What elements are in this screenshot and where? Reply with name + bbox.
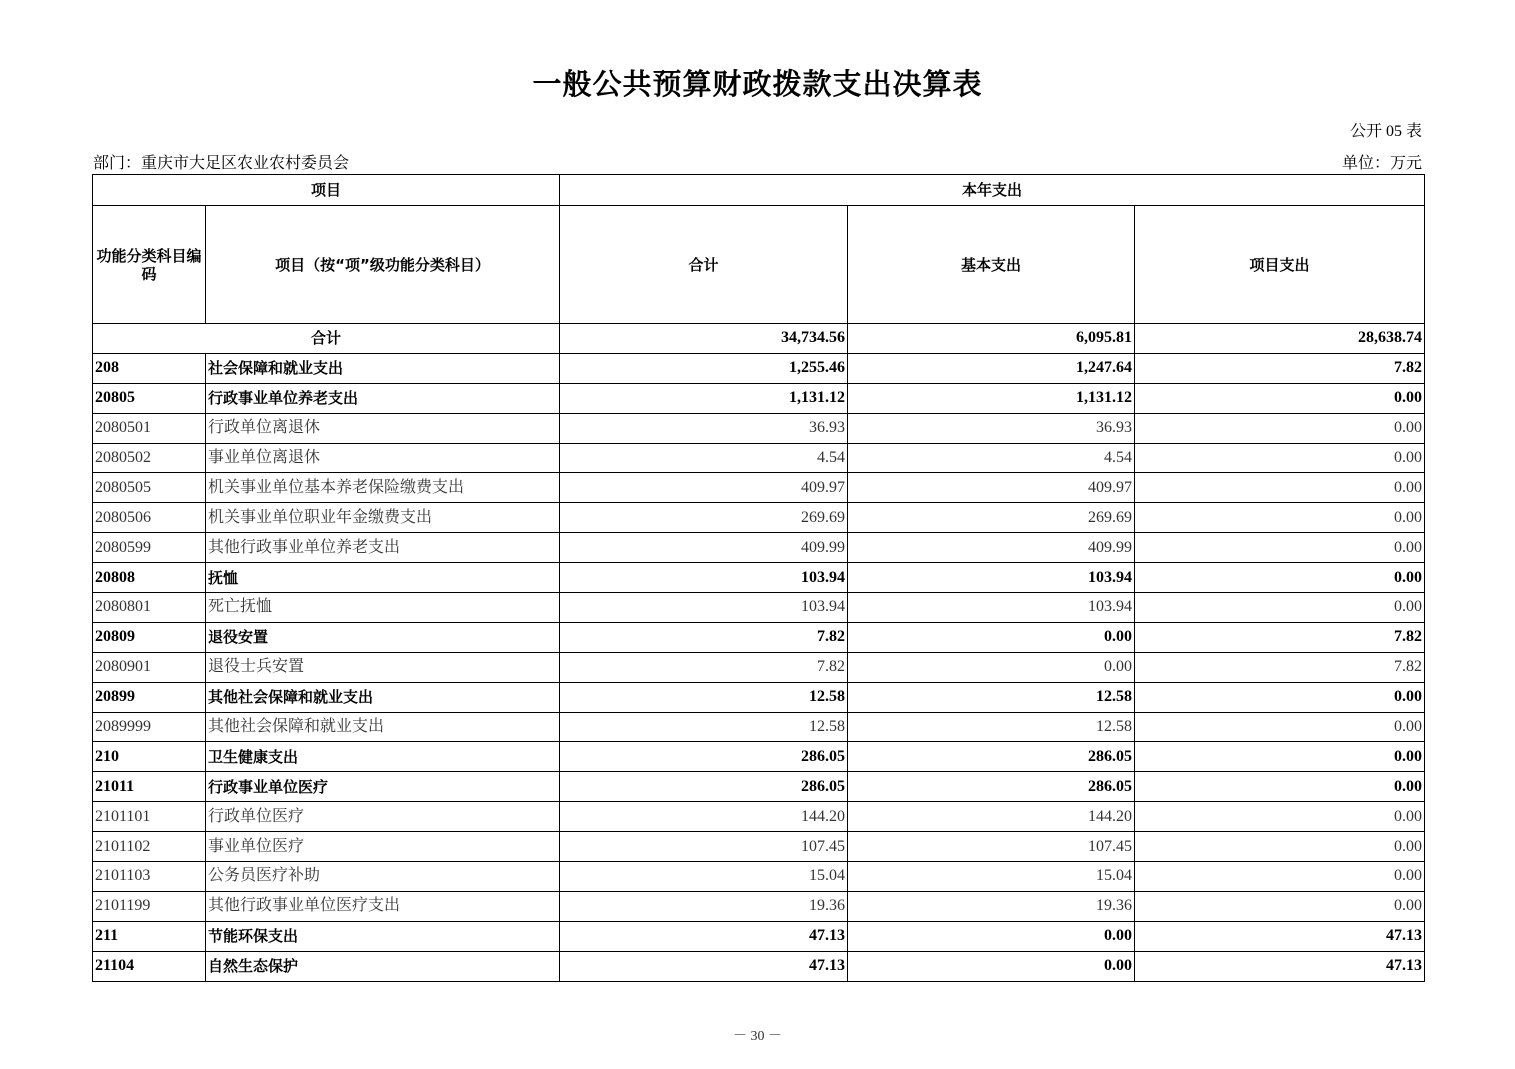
table-row [93, 921, 1425, 951]
table-row [93, 712, 1425, 742]
row-total: 409.97 [560, 473, 848, 503]
row-basic: 15.04 [848, 862, 1135, 892]
row-code: 2101199 [93, 891, 206, 921]
row-total: 269.69 [560, 503, 848, 533]
table-row [93, 862, 1425, 892]
header-item: 项目 [93, 175, 560, 206]
table-row [93, 443, 1425, 473]
row-project: 47.13 [1135, 921, 1425, 951]
row-code: 20899 [93, 682, 206, 712]
row-project: 0.00 [1135, 533, 1425, 563]
row-code: 21011 [93, 772, 206, 802]
row-code: 2101102 [93, 832, 206, 862]
row-name: 事业单位医疗 [206, 832, 560, 862]
row-project: 0.00 [1135, 473, 1425, 503]
row-total: 7.82 [560, 652, 848, 682]
row-total: 1,255.46 [560, 353, 848, 383]
table-row [93, 353, 1425, 383]
row-name: 其他行政事业单位医疗支出 [206, 891, 560, 921]
row-project: 0.00 [1135, 593, 1425, 623]
row-project: 0.00 [1135, 503, 1425, 533]
row-code: 2080502 [93, 443, 206, 473]
row-code: 2080505 [93, 473, 206, 503]
row-total: 107.45 [560, 832, 848, 862]
row-project: 0.00 [1135, 413, 1425, 443]
row-total: 12.58 [560, 682, 848, 712]
page-title: 一般公共预算财政拨款支出决算表 [532, 67, 983, 101]
row-project: 47.13 [1135, 951, 1425, 981]
header-current-year: 本年支出 [560, 175, 1425, 206]
row-basic: 144.20 [848, 802, 1135, 832]
table-row [93, 533, 1425, 563]
table-code-label: 公开 05 表 [1349, 123, 1422, 140]
row-basic: 409.97 [848, 473, 1135, 503]
row-project: 7.82 [1135, 652, 1425, 682]
row-total: 1,131.12 [560, 383, 848, 413]
row-basic: 286.05 [848, 772, 1135, 802]
total-label: 合计 [93, 324, 560, 354]
row-project: 0.00 [1135, 802, 1425, 832]
row-name: 死亡抚恤 [206, 593, 560, 623]
row-basic: 0.00 [848, 921, 1135, 951]
row-total: 103.94 [560, 593, 848, 623]
row-name: 社会保障和就业支出 [206, 353, 560, 383]
row-code: 2101103 [93, 862, 206, 892]
row-total: 47.13 [560, 951, 848, 981]
row-basic: 409.99 [848, 533, 1135, 563]
row-code: 2089999 [93, 712, 206, 742]
row-project: 0.00 [1135, 742, 1425, 772]
table-row [93, 682, 1425, 712]
budget-table [92, 174, 1425, 982]
row-total: 286.05 [560, 772, 848, 802]
header-code: 功能分类科目编码 [93, 206, 206, 324]
row-total: 47.13 [560, 921, 848, 951]
table-row [93, 652, 1425, 682]
row-basic: 4.54 [848, 443, 1135, 473]
row-project: 0.00 [1135, 383, 1425, 413]
row-project: 0.00 [1135, 682, 1425, 712]
row-code: 20805 [93, 383, 206, 413]
row-code: 21104 [93, 951, 206, 981]
row-name: 其他社会保障和就业支出 [206, 712, 560, 742]
row-total: 36.93 [560, 413, 848, 443]
table-row [93, 563, 1425, 593]
row-project: 0.00 [1135, 772, 1425, 802]
row-name: 行政单位医疗 [206, 802, 560, 832]
row-basic: 0.00 [848, 622, 1135, 652]
row-name: 行政单位离退休 [206, 413, 560, 443]
row-name: 行政事业单位医疗 [206, 772, 560, 802]
row-basic: 12.58 [848, 712, 1135, 742]
total-row [93, 324, 1425, 354]
row-code: 211 [93, 921, 206, 951]
row-total: 7.82 [560, 622, 848, 652]
row-name: 其他社会保障和就业支出 [206, 682, 560, 712]
row-name: 公务员医疗补助 [206, 862, 560, 892]
row-total: 286.05 [560, 742, 848, 772]
table-row [93, 503, 1425, 533]
table-row [93, 832, 1425, 862]
table-row [93, 593, 1425, 623]
row-name: 退役安置 [206, 622, 560, 652]
row-basic: 19.36 [848, 891, 1135, 921]
total-project: 28,638.74 [1135, 324, 1425, 354]
row-basic: 103.94 [848, 563, 1135, 593]
row-code: 2080506 [93, 503, 206, 533]
row-basic: 1,131.12 [848, 383, 1135, 413]
table-row [93, 802, 1425, 832]
row-code: 2101101 [93, 802, 206, 832]
row-code: 2080599 [93, 533, 206, 563]
row-code: 208 [93, 353, 206, 383]
table-row [93, 772, 1425, 802]
row-basic: 269.69 [848, 503, 1135, 533]
row-total: 12.58 [560, 712, 848, 742]
row-project: 0.00 [1135, 443, 1425, 473]
row-total: 409.99 [560, 533, 848, 563]
row-basic: 0.00 [848, 652, 1135, 682]
row-total: 19.36 [560, 891, 848, 921]
table-row [93, 891, 1425, 921]
table-row [93, 742, 1425, 772]
row-name: 其他行政事业单位养老支出 [206, 533, 560, 563]
total-basic: 6,095.81 [848, 324, 1135, 354]
header-name: 项目（按“项”级功能分类科目） [206, 206, 560, 324]
row-project: 0.00 [1135, 862, 1425, 892]
row-project: 0.00 [1135, 891, 1425, 921]
row-name: 事业单位离退休 [206, 443, 560, 473]
row-basic: 1,247.64 [848, 353, 1135, 383]
total-sum: 34,734.56 [560, 324, 848, 354]
row-project: 0.00 [1135, 712, 1425, 742]
row-code: 20808 [93, 563, 206, 593]
header-project: 项目支出 [1135, 206, 1425, 324]
header-total: 合计 [560, 206, 848, 324]
row-name: 行政事业单位养老支出 [206, 383, 560, 413]
row-code: 2080801 [93, 593, 206, 623]
table-body [93, 324, 1425, 982]
row-basic: 0.00 [848, 951, 1135, 981]
row-project: 0.00 [1135, 832, 1425, 862]
row-project: 7.82 [1135, 353, 1425, 383]
row-project: 0.00 [1135, 563, 1425, 593]
row-code: 20809 [93, 622, 206, 652]
table-row [93, 383, 1425, 413]
table-row [93, 622, 1425, 652]
row-basic: 103.94 [848, 593, 1135, 623]
row-code: 2080901 [93, 652, 206, 682]
row-name: 抚恤 [206, 563, 560, 593]
row-name: 卫生健康支出 [206, 742, 560, 772]
row-total: 103.94 [560, 563, 848, 593]
row-basic: 12.58 [848, 682, 1135, 712]
row-project: 7.82 [1135, 622, 1425, 652]
row-code: 210 [93, 742, 206, 772]
table-row [93, 473, 1425, 503]
row-basic: 36.93 [848, 413, 1135, 443]
table-row [93, 413, 1425, 443]
row-total: 15.04 [560, 862, 848, 892]
row-name: 机关事业单位职业年金缴费支出 [206, 503, 560, 533]
row-code: 2080501 [93, 413, 206, 443]
row-basic: 286.05 [848, 742, 1135, 772]
row-total: 144.20 [560, 802, 848, 832]
department-label: 部门：重庆市大足区农业农村委员会 [93, 155, 350, 172]
row-name: 节能环保支出 [206, 921, 560, 951]
row-basic: 107.45 [848, 832, 1135, 862]
row-name: 自然生态保护 [206, 951, 560, 981]
row-total: 4.54 [560, 443, 848, 473]
page-number: － 30 － [733, 1029, 782, 1044]
row-name: 机关事业单位基本养老保险缴费支出 [206, 473, 560, 503]
header-basic: 基本支出 [848, 206, 1135, 324]
table-row [93, 951, 1425, 981]
row-name: 退役士兵安置 [206, 652, 560, 682]
unit-label: 单位：万元 [1341, 155, 1422, 172]
